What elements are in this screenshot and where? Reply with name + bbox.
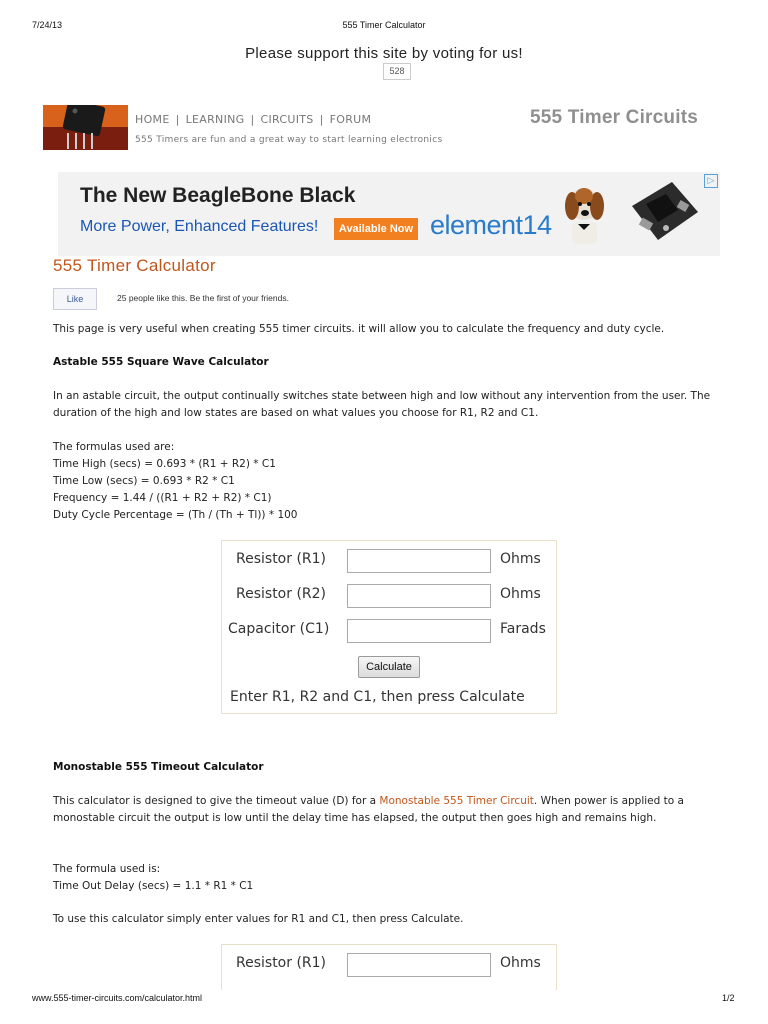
formula-line: Frequency = 1.44 / ((R1 + R2 + R2) * C1)	[53, 492, 272, 504]
astable-description: In an astable circuit, the output continually switches state between high and low without any intervention from the user. The duration of the high and low states are based on what values you choose for R1, R2 and C1.	[53, 390, 711, 419]
r2-label: Resistor (R2)	[236, 586, 327, 602]
c1-label: Capacitor (C1)	[228, 621, 330, 637]
adchoices-icon[interactable]: ▷	[704, 174, 718, 188]
ad-subline[interactable]: More Power, Enhanced Features!	[80, 218, 319, 235]
mono-r1-input[interactable]	[347, 953, 491, 977]
instructions: To use this calculator simply enter values for R1 and C1, then press Calculate.	[53, 913, 464, 925]
site-logo[interactable]	[43, 105, 128, 150]
formulas-label: The formulas used are:	[53, 441, 175, 453]
desc-text: This calculator is designed to give the timeout value (D) for a	[53, 795, 380, 807]
r2-input[interactable]	[347, 584, 491, 608]
astable-heading: Astable 555 Square Wave Calculator	[53, 356, 269, 368]
monostable-description	[53, 793, 723, 827]
formula-label: The formula used is:	[53, 863, 161, 875]
nav-learning[interactable]: LEARNING	[185, 113, 245, 126]
like-count-text: 25 people like this. Be the first of your friends.	[117, 293, 289, 303]
desc-text: . When power is applied to a monostable circuit the output is low until the delay time has elapsed, the output then goes high and remains high.	[53, 795, 684, 824]
formula-line: Time Low (secs) = 0.693 * R2 * C1	[53, 475, 235, 487]
calculator-hint: Enter R1, R2 and C1, then press Calculate	[230, 689, 525, 705]
calculate-button[interactable]: Calculate	[358, 656, 420, 678]
nav-forum[interactable]: FORUM	[329, 113, 372, 126]
print-date: 7/24/13	[32, 20, 63, 30]
r1-input[interactable]	[347, 549, 491, 573]
c1-input[interactable]	[347, 619, 491, 643]
print-url: www.555-timer-circuits.com/calculator.html	[32, 993, 203, 1003]
mono-r1-unit: Ohms	[500, 955, 541, 971]
site-title[interactable]: 555 Timer Circuits	[530, 107, 698, 128]
nav-circuits[interactable]: CIRCUITS	[260, 113, 314, 126]
ad-brand[interactable]: element14	[430, 210, 552, 240]
formula-line: Duty Cycle Percentage = (Th / (Th + Tl)) * 100	[53, 509, 298, 521]
formula-line: Time High (secs) = 0.693 * (R1 + R2) * C1	[53, 458, 276, 470]
nav-separator: |	[175, 113, 180, 126]
r1-label: Resistor (R1)	[236, 551, 327, 567]
nav-separator: |	[319, 113, 324, 126]
formula-line: Time Out Delay (secs) = 1.1 * R1 * C1	[53, 880, 254, 892]
circuit-board-icon	[622, 176, 702, 252]
r1-unit: Ohms	[500, 551, 541, 567]
ad-headline[interactable]: The New BeagleBone Black	[80, 184, 356, 207]
main-nav	[135, 113, 371, 126]
monostable-circuit-link[interactable]: Monostable 555 Timer Circuit	[379, 795, 534, 807]
ad-available-now-button[interactable]: Available Now	[334, 218, 418, 240]
support-text: Please support this site by voting for us!	[245, 45, 523, 62]
site-tagline: 555 Timers are fun and a great way to start learning electronics	[135, 135, 443, 145]
beagle-dog-icon	[560, 184, 610, 252]
monostable-heading: Monostable 555 Timeout Calculator	[53, 761, 264, 773]
r2-unit: Ohms	[500, 586, 541, 602]
vote-count-badge[interactable]: 528	[383, 63, 411, 80]
facebook-like-button[interactable]: Like	[53, 288, 97, 310]
print-title: 555 Timer Calculator	[342, 20, 426, 30]
intro-paragraph: This page is very useful when creating 555 timer circuits. it will allow you to calculate the frequency and duty cycle.	[53, 323, 665, 335]
print-page-number: 1/2	[722, 993, 735, 1003]
page-title: 555 Timer Calculator	[53, 256, 216, 275]
nav-separator: |	[250, 113, 255, 126]
c1-unit: Farads	[500, 621, 546, 637]
nav-home[interactable]: HOME	[135, 113, 170, 126]
mono-r1-label: Resistor (R1)	[236, 955, 327, 971]
